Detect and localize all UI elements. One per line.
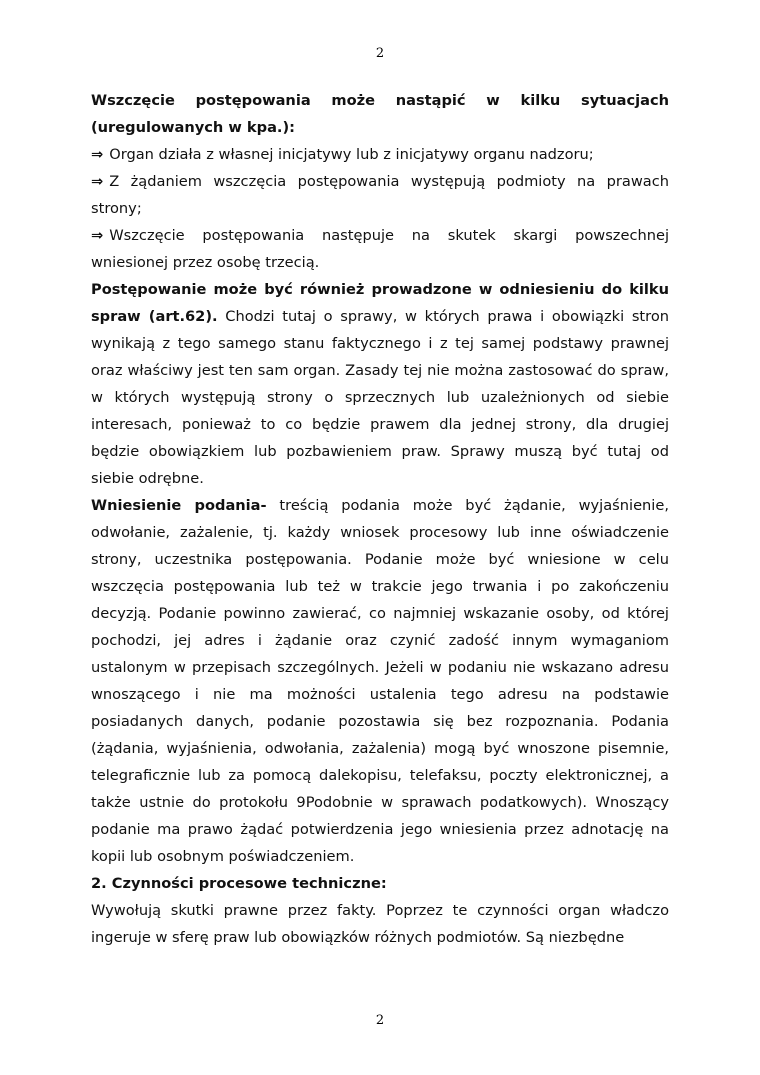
arrow-icon: ⇒ (91, 146, 104, 163)
bullet-item (91, 141, 669, 168)
bullet-text: Wszczęcie postępowania następuje na skutek skargi powszechnej wniesionej przez osobę trzecią. (91, 227, 669, 271)
paragraph-submission (91, 492, 669, 870)
paragraph-text: treścią podania może być żądanie, wyjaśnienie, odwołanie, zażalenie, tj. każdy wniosek procesowy lub inne oświadczenie strony, uczestnika postępowania. Podanie może być wniesione w celu wszczęcia postępowania lub też w trakcie jego trwania i po zakończeniu decyzją. Podanie powinno zawierać, co najmniej wskazanie osoby, od której pochodzi, jej adres i żądanie oraz czynić zadość innym wymaganiom ustalonym w przepisach szczególnych. Jeżeli w podaniu nie wskazano adresu wnoszącego i nie ma możności ustalenia tego adresu na podstawie posiadanych danych, podanie pozostawia się bez rozpoznania. Podania (żądania, wyjaśnienia, odwołania, zażalenia) mogą być wnoszone pisemnie, telegraficznie lub za pomocą dalekopisu, telefaksu, poczty elektronicznej, a także ustnie do protokołu 9Podobnie w sprawach podatkowych). Wnoszący podanie ma prawo żądać potwierdzenia jego wniesienia przez adnotację na kopii lub osobnym poświadczeniem. (91, 497, 669, 865)
paragraph-multiple-cases (91, 276, 669, 492)
page-number-bottom: 2 (375, 1013, 385, 1028)
paragraph-lead: Wniesienie podania- (91, 497, 267, 514)
paragraph-technical-actions: Wywołują skutki prawne przez fakty. Poprzez te czynności organ władczo ingeruje w sferę praw lub obowiązków różnych podmiotów. Są niezbędne (91, 902, 669, 946)
page-number-top: 2 (375, 46, 385, 61)
bullet-item (91, 222, 669, 276)
section-heading-initiation: Wszczęcie postępowania może nastąpić w kilku sytuacjach (uregulowanych w kpa.): (91, 92, 669, 136)
bullet-text: Organ działa z własnej inicjatywy lub z inicjatywy organu nadzoru; (109, 146, 594, 163)
section-heading-technical-actions: 2. Czynności procesowe techniczne: (91, 875, 387, 892)
document-body (91, 87, 669, 951)
bullet-item (91, 168, 669, 222)
arrow-icon: ⇒ (91, 227, 104, 244)
arrow-icon: ⇒ (91, 173, 104, 190)
bullet-text: Z żądaniem wszczęcia postępowania występują podmioty na prawach strony; (91, 173, 669, 217)
paragraph-text: Chodzi tutaj o sprawy, w których prawa i obowiązki stron wynikają z tego samego stanu faktycznego i z tej samej podstawy prawnej oraz właściwy jest ten sam organ. Zasady tej nie można zastosować do spraw, w których występują strony o sprzecznych lub uzależnionych od siebie interesach, ponieważ to co będzie prawem dla jednej strony, dla drugiej będzie obowiązkiem lub pozbawieniem praw. Sprawy muszą być tutaj od siebie odrębne. (91, 308, 669, 487)
paragraph-lead: Postępowanie może być również prowadzone w odniesieniu do kilku spraw (art.62). (91, 281, 669, 325)
